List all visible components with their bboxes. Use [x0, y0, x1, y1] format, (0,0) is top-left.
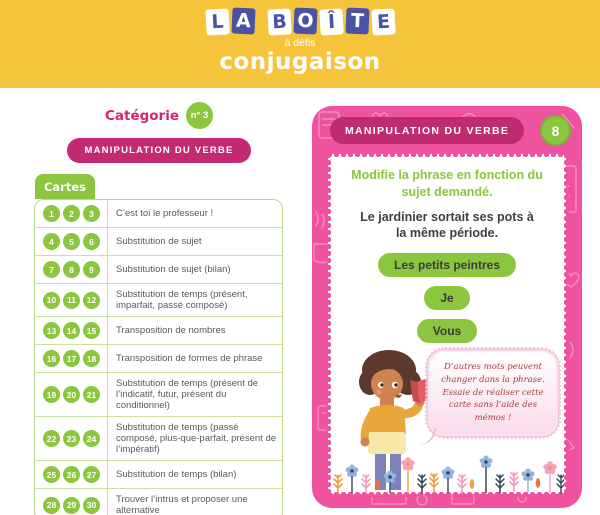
logo-word — [268, 8, 395, 34]
card-number-group — [35, 284, 107, 316]
table-row — [35, 227, 282, 255]
card-number-badge: 8 — [540, 115, 571, 146]
card-number-chip[interactable]: 16 — [43, 350, 60, 367]
card-number-chip[interactable]: 7 — [43, 261, 60, 278]
card-number-chip[interactable]: 14 — [63, 322, 80, 339]
card-number-group — [35, 373, 107, 416]
card-sentence: Le jardinier sortait ses pots à la même période. — [360, 210, 534, 241]
app-header — [0, 0, 600, 88]
card-number-chip[interactable]: 29 — [63, 497, 80, 514]
card-number-chip[interactable]: 17 — [63, 350, 80, 367]
table-row — [35, 344, 282, 372]
card-number-chip[interactable]: 4 — [43, 233, 60, 250]
logo-word — [206, 8, 255, 34]
card-number-chip[interactable]: 20 — [63, 386, 80, 403]
answer-options — [328, 253, 566, 343]
logo-series-name: conjugaison — [219, 49, 381, 75]
card-row-label: Substitution de sujet — [107, 228, 282, 255]
card-row-label: C’est toi le professeur ! — [107, 200, 282, 227]
card-number-group — [35, 256, 107, 283]
card-row-label: Transposition de formes de phrase — [107, 345, 282, 372]
logo-la-boite — [0, 0, 600, 34]
table-row — [35, 283, 282, 316]
card-row-label: Substitution de temps (présent, imparfait, passé composé) — [107, 284, 282, 316]
category-line — [18, 102, 300, 129]
card-number-chip[interactable]: 26 — [63, 466, 80, 483]
card-number-group — [35, 345, 107, 372]
card-row-label: Substitution de temps (présent de l’indicatif, futur, présent du conditionnel) — [107, 373, 282, 416]
card-number-chip[interactable]: 19 — [43, 386, 60, 403]
illustration-zone — [328, 342, 566, 494]
card-number-chip[interactable]: 25 — [43, 466, 60, 483]
card-number-group — [35, 200, 107, 227]
flowers-illustration — [330, 436, 564, 494]
answer-option-pill[interactable]: Je — [424, 286, 469, 310]
table-row — [35, 488, 282, 515]
card-number-chip[interactable]: 12 — [83, 292, 100, 309]
table-row — [35, 200, 282, 227]
card-number-chip[interactable]: 18 — [83, 350, 100, 367]
card-number-chip[interactable]: 21 — [83, 386, 100, 403]
logo-letter-tile: L — [205, 8, 229, 35]
card-number-chip[interactable]: 13 — [43, 322, 60, 339]
card-number-chip[interactable]: 24 — [83, 430, 100, 447]
card-number-chip[interactable]: 3 — [83, 205, 100, 222]
card-number-chip[interactable]: 11 — [63, 292, 80, 309]
table-row — [35, 416, 282, 460]
card-number-group — [35, 228, 107, 255]
card-number-group — [35, 317, 107, 344]
card-number-chip[interactable]: 30 — [83, 497, 100, 514]
cards-table-body — [34, 199, 283, 515]
table-row — [35, 316, 282, 344]
speech-bubble: D’autres mots peuvent changer dans la phrase. Essaie de réaliser cette carte sans l’aide des mémos ! — [428, 350, 558, 436]
card-number-chip[interactable]: 8 — [63, 261, 80, 278]
card-row-label: Substitution de sujet (bilan) — [107, 256, 282, 283]
card-number-chip[interactable]: 9 — [83, 261, 100, 278]
card-number-chip[interactable]: 1 — [43, 205, 60, 222]
logo-letter-tile: A — [231, 8, 255, 35]
table-row — [35, 372, 282, 416]
logo-subtitle: à défis — [284, 37, 316, 49]
card-number-group — [35, 489, 107, 515]
table-row — [35, 460, 282, 488]
card-row-label: Substitution de temps (passé composé, plus-que-parfait, présent de l’impératif) — [107, 417, 282, 460]
card-number-chip[interactable]: 27 — [83, 466, 100, 483]
card-row-label: Transposition de nombres — [107, 317, 282, 344]
card-number-chip[interactable]: 10 — [43, 292, 60, 309]
category-name-pill: MANIPULATION DU VERBE — [67, 138, 250, 163]
card-number-chip[interactable]: 28 — [43, 497, 60, 514]
card-number-group — [35, 417, 107, 460]
logo-letter-tile: O — [293, 8, 317, 35]
card-inner-panel — [328, 154, 566, 494]
category-panel — [18, 96, 300, 515]
card-number-chip[interactable]: 6 — [83, 233, 100, 250]
answer-option-pill[interactable]: Les petits peintres — [378, 253, 516, 277]
card-number-chip[interactable]: 2 — [63, 205, 80, 222]
card-number-group — [35, 461, 107, 488]
logo-letter-tile: T — [345, 8, 369, 35]
cards-table-tab: Cartes — [35, 174, 95, 199]
card-row-label: Trouver l’intrus et proposer une alternative — [107, 489, 282, 515]
category-number-badge: n° 3 — [186, 102, 213, 129]
logo-letter-tile: E — [371, 8, 395, 35]
logo-letter-tile: Î — [319, 8, 343, 35]
category-label: Catégorie — [104, 107, 179, 124]
logo-letter-tile: B — [267, 8, 291, 35]
answer-option-pill[interactable]: Vous — [417, 319, 477, 343]
card-row-label: Substitution de temps (bilan) — [107, 461, 282, 488]
card-number-chip[interactable]: 22 — [43, 430, 60, 447]
challenge-card — [312, 106, 582, 508]
table-row — [35, 255, 282, 283]
card-category-pill: MANIPULATION DU VERBE — [330, 117, 524, 144]
card-instruction: Modifie la phrase en fonction du sujet demandé. — [351, 168, 543, 199]
card-number-chip[interactable]: 15 — [83, 322, 100, 339]
card-number-chip[interactable]: 23 — [63, 430, 80, 447]
card-number-chip[interactable]: 5 — [63, 233, 80, 250]
